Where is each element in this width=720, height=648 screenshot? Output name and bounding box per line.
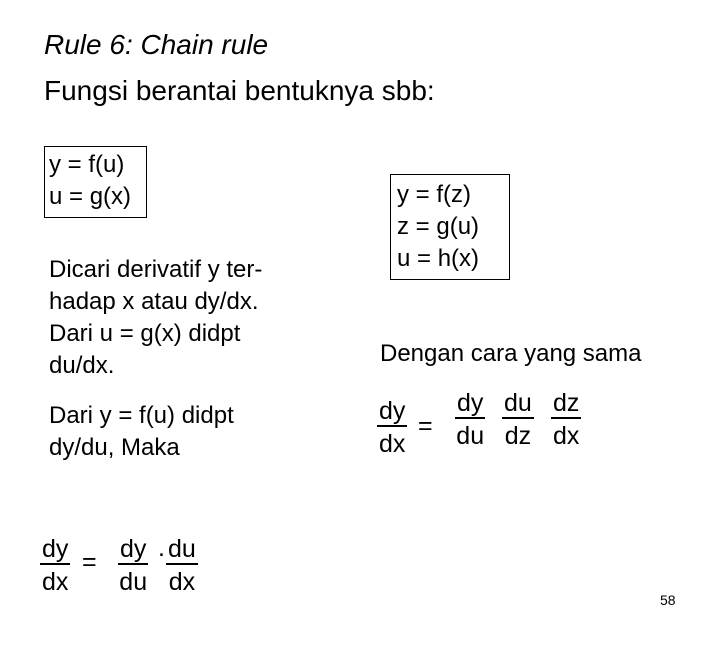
equation-line: y = f(u)	[49, 151, 125, 178]
equation-line: u = g(x)	[49, 183, 132, 210]
numerator: dz	[553, 389, 580, 417]
text-line: dy/du, Maka	[49, 434, 180, 461]
denominator: du	[456, 422, 485, 450]
multiply-dot: .	[158, 534, 165, 562]
numerator: dy	[120, 535, 147, 563]
function-box-left	[44, 146, 147, 218]
numerator: du	[504, 389, 532, 417]
equals-sign: =	[418, 412, 433, 440]
fraction-dy-du	[455, 390, 485, 449]
numerator: dy	[379, 397, 406, 425]
fraction-dy-dx	[40, 536, 70, 595]
fraction-du-dz	[502, 390, 534, 449]
same-way-text: Dengan cara yang sama	[380, 340, 642, 367]
slide-title: Rule 6: Chain rule	[44, 29, 269, 60]
text-line: du/dx.	[49, 352, 115, 379]
denominator: dz	[504, 422, 532, 450]
denominator: dx	[168, 568, 196, 596]
equation-line: z = g(u)	[397, 213, 480, 240]
conclusion-paragraph	[49, 400, 234, 464]
fraction-du-dx	[166, 536, 198, 595]
text-line: hadap x atau dy/dx.	[49, 288, 259, 315]
numerator: dy	[42, 535, 69, 563]
fraction-dy-du	[118, 536, 148, 595]
equals-sign: =	[82, 548, 97, 576]
text-line: Dari y = f(u) didpt	[49, 402, 234, 429]
denominator: du	[119, 568, 148, 596]
text-line: Dari u = g(x) didpt	[49, 320, 241, 347]
fraction-dy-dx	[377, 398, 407, 457]
equation-line: y = f(z)	[397, 181, 472, 208]
numerator: dy	[457, 389, 484, 417]
function-box-right	[390, 174, 510, 280]
explanation-paragraph	[49, 254, 262, 382]
fraction-dz-dx	[551, 390, 581, 449]
page-number: 58	[660, 592, 676, 608]
denominator: dx	[379, 430, 406, 458]
numerator: du	[168, 535, 196, 563]
text-line: Dicari derivatif y ter-	[49, 256, 263, 283]
denominator: dx	[553, 422, 580, 450]
slide-subtitle: Fungsi berantai bentuknya sbb:	[44, 75, 435, 106]
equation-line: u = h(x)	[397, 245, 480, 272]
denominator: dx	[42, 568, 69, 596]
